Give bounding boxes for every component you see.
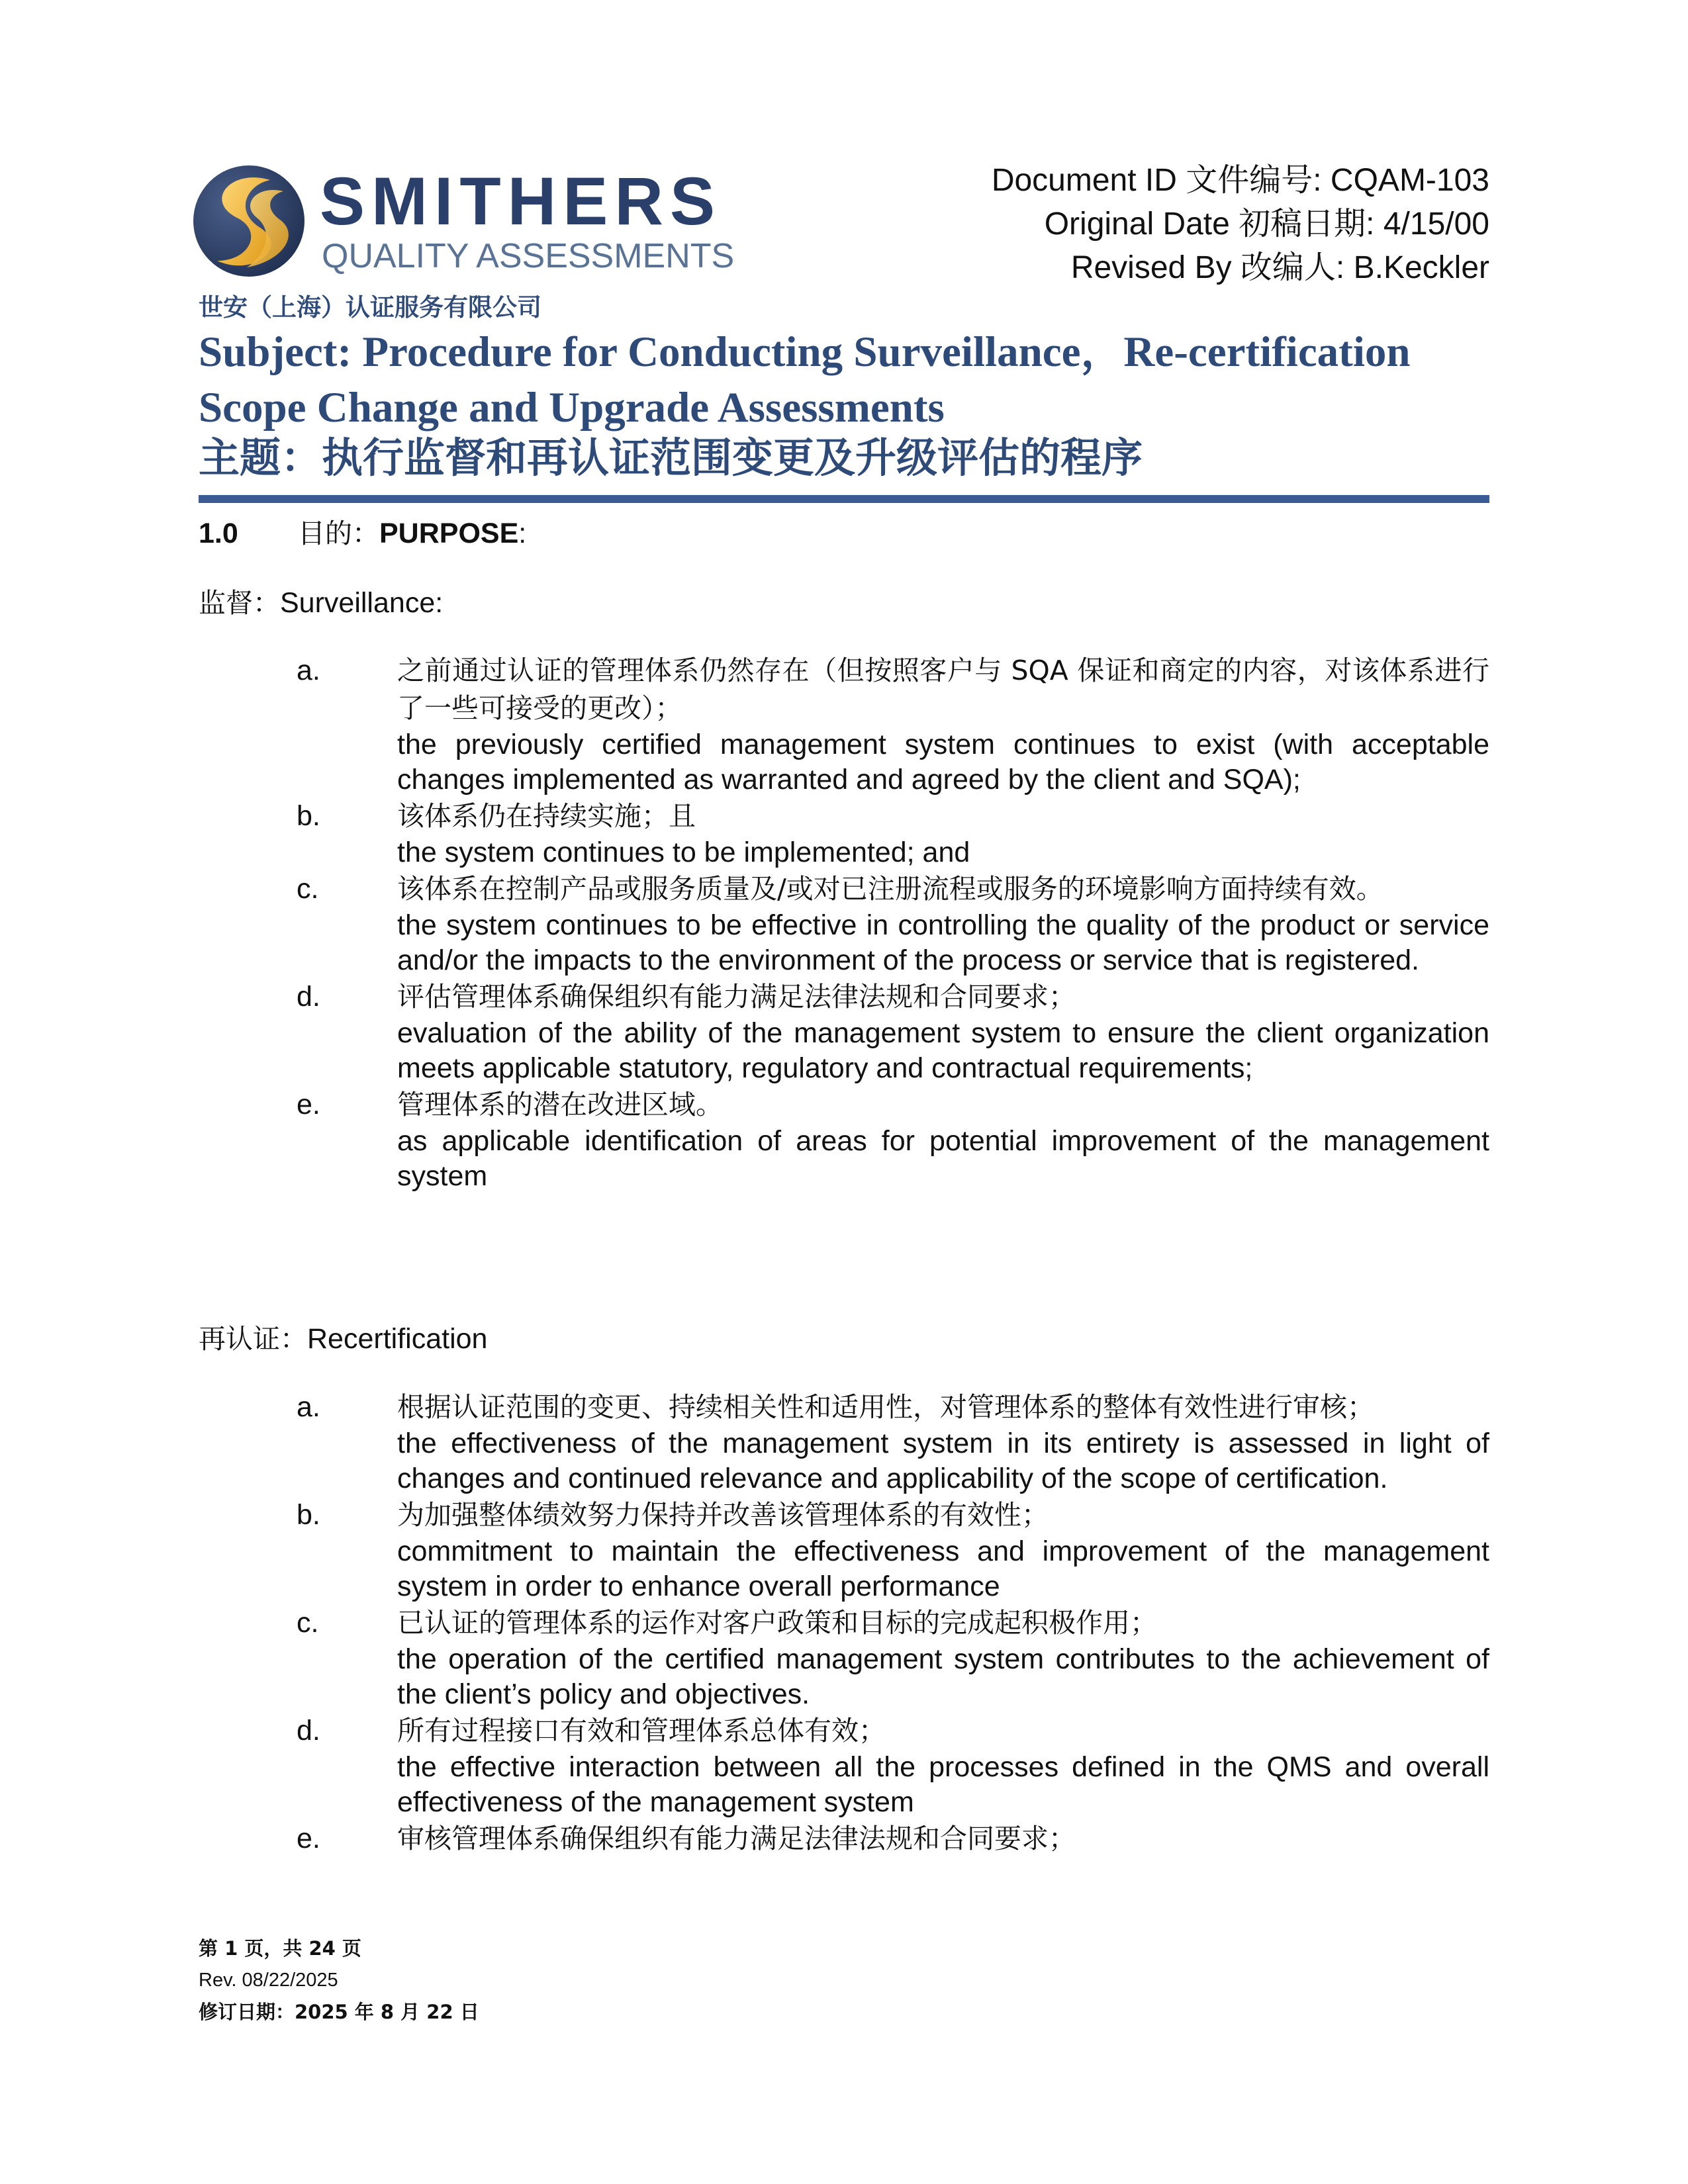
item-text-cn: 根据认证范围的变更、持续相关性和适用性，对管理体系的整体有效性进行审核； [397,1391,1374,1423]
section-title-suffix: : [518,518,527,549]
item-text-en: commitment to maintain the effectiveness and improvement of the management system in order to enhance overall performance [397,1535,1489,1602]
item-text-cn: 为加强整体绩效努力保持并改善该管理体系的有效性； [397,1499,1049,1531]
subject-title-cn: 主题：执行监督和再认证范围变更及升级评估的程序 [199,433,1143,482]
list-item [199,1820,1489,1858]
item-text-en: the system continues to be implemented; and [397,837,970,868]
item-text-en: the previously certified management system continues to exist (with acceptable changes implemented as warranted and agreed by the client and SQA); [397,729,1489,796]
page-footer [199,1933,479,2028]
item-text-cn: 该体系在控制产品或服务质量及/或对已注册流程或服务的环境影响方面持续有效。 [397,873,1383,905]
item-text-cn: 评估管理体系确保组织有能力满足法律法规和合同要求； [397,981,1076,1013]
surveillance-heading-en: Surveillance: [280,587,444,619]
recertification-heading [199,1320,487,1357]
item-letter: c. [297,1607,319,1639]
item-text-en: the effectiveness of the management system in its entirety is assessed in light of changes and continued relevance and applicability of the scope of certification. [397,1428,1489,1494]
item-text-cn: 所有过程接口有效和管理体系总体有效； [397,1715,886,1747]
logo-tagline: QUALITY ASSESSMENTS [322,237,735,275]
surveillance-heading-cn: 监督： [199,587,280,619]
logo-wordmark: SMITHERS [320,163,722,239]
item-text-cn: 管理体系的潜在改进区域。 [397,1089,723,1120]
surveillance-list [199,652,1489,1194]
section-title-en: PURPOSE [379,518,519,549]
item-text-cn: 之前通过认证的管理体系仍然存在（但按照客户与 SQA 保证和商定的内容，对该体系进行了一些可接受的更改）； [397,655,1489,724]
header-divider [199,495,1489,503]
document-meta [992,159,1489,290]
item-letter: d. [297,1715,320,1747]
smithers-logo [191,161,740,281]
revised-by: Revised By 改编人: B.Keckler [1070,250,1489,285]
item-letter: c. [297,873,319,905]
item-text-en: as applicable identification of areas for potential improvement of the management system [397,1125,1489,1192]
item-letter: d. [297,981,320,1013]
list-item [199,797,1489,870]
list-item [199,1604,1489,1712]
list-item [199,1496,1489,1604]
revision-date-cn: 修订日期：2025 年 8 月 22 日 [199,2001,479,2023]
surveillance-heading [199,584,443,621]
list-item [199,870,1489,978]
item-letter: e. [297,1089,320,1120]
item-letter: e. [297,1823,320,1854]
original-date: Original Date 初稿日期: 4/15/00 [1044,206,1489,242]
section-heading [199,515,526,552]
recertification-heading-cn: 再认证： [199,1323,307,1355]
item-text-en: evaluation of the ability of the management system to ensure the client organization meets applicable statutory, regulatory and contractual requirements; [397,1017,1489,1084]
document-id: Document ID 文件编号: CQAM-103 [991,163,1489,198]
company-name-cn: 世安（上海）认证服务有限公司 [199,293,541,322]
item-letter: b. [297,1499,320,1531]
item-text-en: the system continues to be effective in controlling the quality of the product or service and/or the impacts to the environment of the process or service that is registered. [397,909,1489,976]
list-item [199,1086,1489,1194]
item-letter: a. [297,1391,320,1423]
item-text-en: the operation of the certified management system contributes to the achievement of the client’s policy and objectives. [397,1643,1489,1710]
list-item [199,652,1489,797]
subject-title: Subject: Procedure for Conducting Surveillance，Re-certification Scope Change and Upgrade Assessments [199,328,1411,432]
item-text-cn: 已认证的管理体系的运作对客户政策和目标的完成起积极作用； [397,1607,1157,1639]
recertification-heading-en: Recertification [307,1323,488,1355]
item-letter: b. [297,800,320,832]
list-item [199,1388,1489,1496]
list-item [199,1712,1489,1820]
section-title-cn: 目的： [298,518,379,549]
list-item [199,978,1489,1086]
item-letter: a. [297,655,320,686]
item-text-cn: 该体系仍在持续实施；且 [397,800,696,832]
smithers-logo-icon [191,161,740,281]
recertification-list [199,1388,1489,1858]
revision-date: Rev. 08/22/2025 [199,1970,338,1991]
item-text-cn: 审核管理体系确保组织有能力满足法律法规和合同要求； [397,1823,1076,1854]
section-number: 1.0 [199,518,238,549]
page-number: 第 1 页，共 24 页 [199,1937,361,1960]
item-text-en: the effective interaction between all the processes defined in the QMS and overall effectiveness of the management system [397,1751,1489,1818]
